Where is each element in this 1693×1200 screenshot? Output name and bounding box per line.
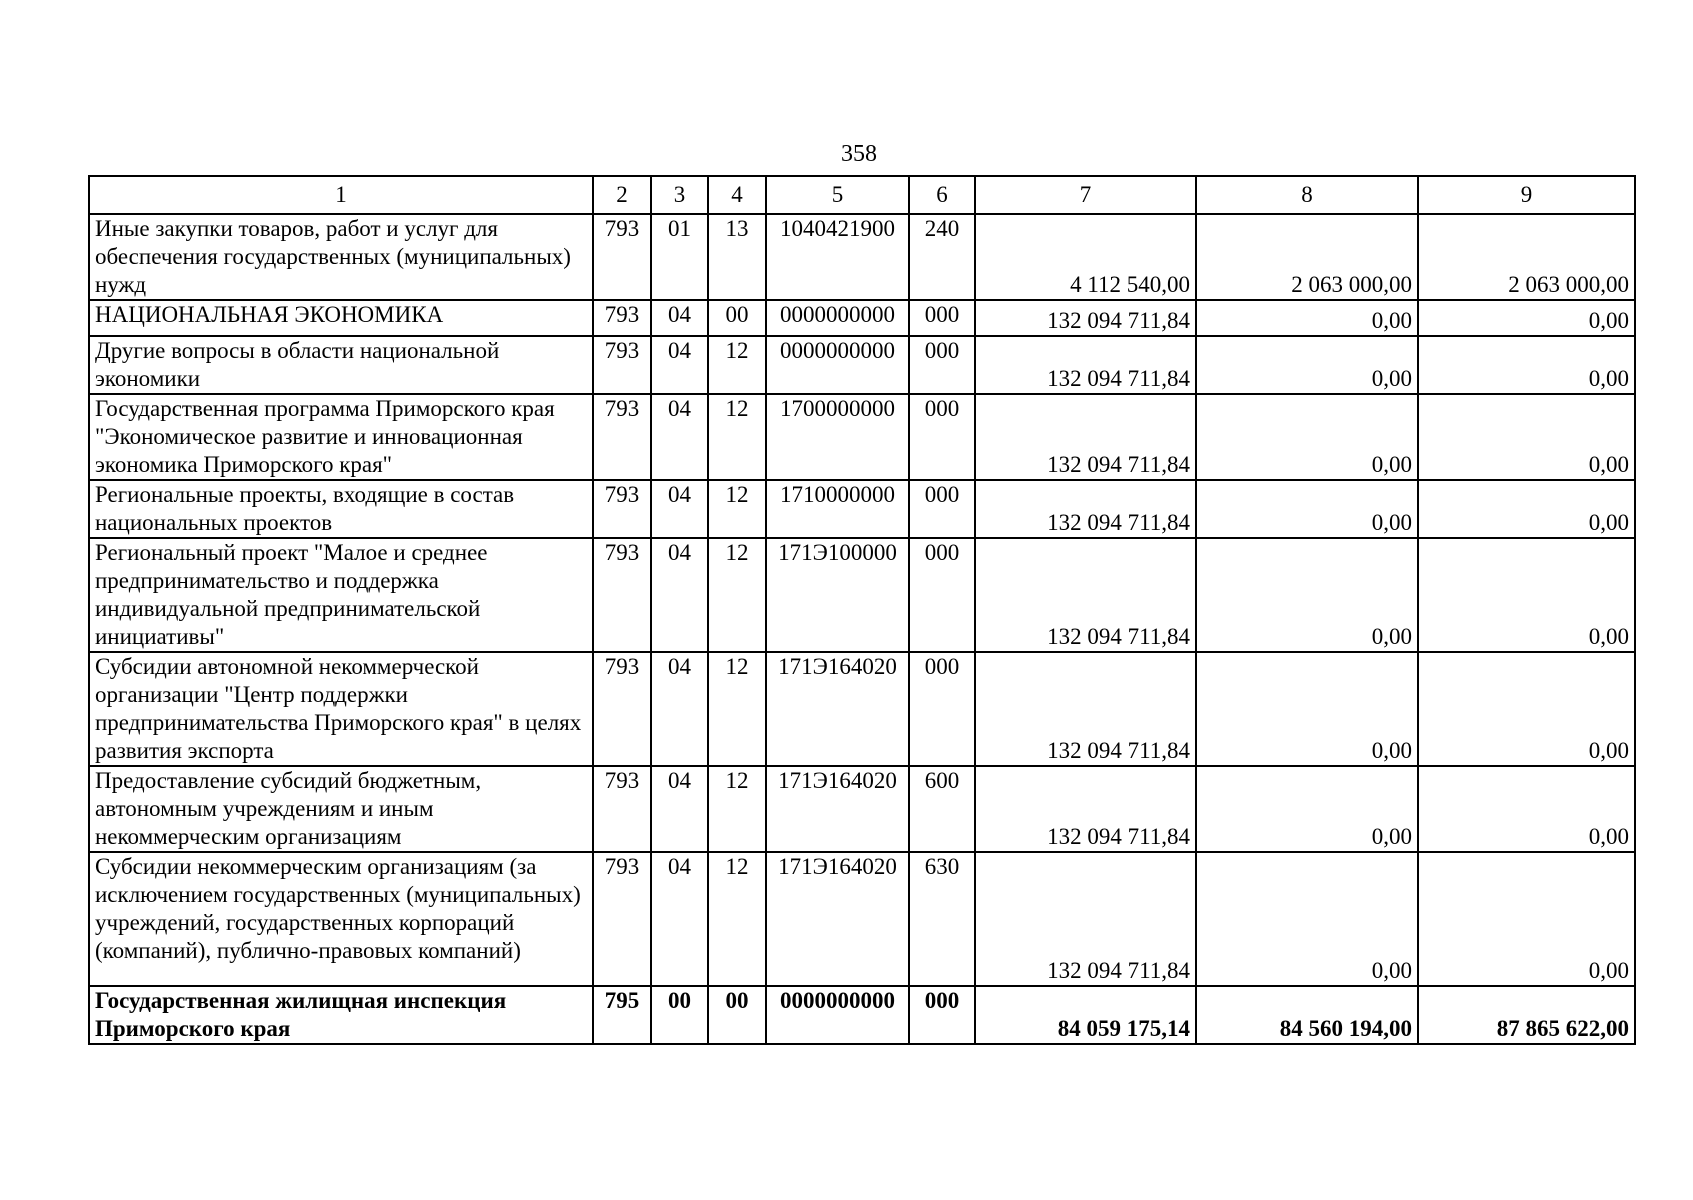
row-amount-8: 0,00 <box>1196 480 1418 538</box>
budget-table <box>88 175 1636 1045</box>
row-code-4: 13 <box>708 214 766 300</box>
row-code-2: 793 <box>593 394 651 480</box>
header-cell: 6 <box>909 176 975 214</box>
row-code-6: 000 <box>909 986 975 1044</box>
row-code-2: 793 <box>593 480 651 538</box>
row-code-2: 793 <box>593 538 651 652</box>
row-code-2: 793 <box>593 852 651 986</box>
row-code-5: 0000000000 <box>766 986 909 1044</box>
row-code-5: 1700000000 <box>766 394 909 480</box>
row-name: Государственная жилищная инспекция Приморского края <box>89 986 593 1044</box>
row-code-2: 793 <box>593 652 651 766</box>
table-row <box>89 538 1635 652</box>
row-name: Государственная программа Приморского края "Экономическое развитие и инновационная экономика Приморского края" <box>89 394 593 480</box>
row-amount-9: 0,00 <box>1418 538 1635 652</box>
header-cell: 4 <box>708 176 766 214</box>
header-cell: 2 <box>593 176 651 214</box>
table-row <box>89 986 1635 1044</box>
row-code-4: 12 <box>708 480 766 538</box>
row-code-6: 000 <box>909 652 975 766</box>
row-amount-9: 0,00 <box>1418 300 1635 336</box>
header-cell: 1 <box>89 176 593 214</box>
row-code-2: 795 <box>593 986 651 1044</box>
row-amount-9: 2 063 000,00 <box>1418 214 1635 300</box>
header-cell: 7 <box>975 176 1196 214</box>
header-cell: 5 <box>766 176 909 214</box>
table-row <box>89 766 1635 852</box>
row-code-5: 171Э164020 <box>766 652 909 766</box>
row-amount-8: 0,00 <box>1196 336 1418 394</box>
row-code-5: 171Э164020 <box>766 852 909 986</box>
row-code-3: 04 <box>651 766 708 852</box>
row-amount-9: 0,00 <box>1418 480 1635 538</box>
page-number: 358 <box>841 141 877 167</box>
row-amount-7: 132 094 711,84 <box>975 394 1196 480</box>
row-amount-8: 0,00 <box>1196 766 1418 852</box>
table-header-row <box>89 176 1635 214</box>
row-code-4: 12 <box>708 538 766 652</box>
row-amount-9: 0,00 <box>1418 652 1635 766</box>
row-code-5: 0000000000 <box>766 300 909 336</box>
row-amount-9: 0,00 <box>1418 394 1635 480</box>
row-code-3: 00 <box>651 986 708 1044</box>
row-amount-9: 0,00 <box>1418 336 1635 394</box>
row-name: Субсидии автономной некоммерческой организации "Центр поддержки предпринимательства Приморского края" в целях развития экспорта <box>89 652 593 766</box>
row-code-3: 04 <box>651 538 708 652</box>
row-code-6: 240 <box>909 214 975 300</box>
row-code-2: 793 <box>593 214 651 300</box>
table-row <box>89 300 1635 336</box>
row-amount-8: 84 560 194,00 <box>1196 986 1418 1044</box>
row-code-2: 793 <box>593 300 651 336</box>
row-code-3: 04 <box>651 336 708 394</box>
row-code-4: 12 <box>708 766 766 852</box>
row-amount-9: 0,00 <box>1418 852 1635 986</box>
header-cell: 3 <box>651 176 708 214</box>
row-name: Другие вопросы в области национальной экономики <box>89 336 593 394</box>
row-code-6: 600 <box>909 766 975 852</box>
row-amount-8: 0,00 <box>1196 300 1418 336</box>
row-code-4: 12 <box>708 336 766 394</box>
row-amount-7: 4 112 540,00 <box>975 214 1196 300</box>
row-code-6: 000 <box>909 480 975 538</box>
row-code-3: 04 <box>651 652 708 766</box>
row-amount-8: 0,00 <box>1196 538 1418 652</box>
row-amount-8: 2 063 000,00 <box>1196 214 1418 300</box>
row-name: Предоставление субсидий бюджетным, автономным учреждениям и иным некоммерческим организациям <box>89 766 593 852</box>
table-row <box>89 652 1635 766</box>
row-code-3: 04 <box>651 852 708 986</box>
row-code-3: 04 <box>651 394 708 480</box>
header-cell: 8 <box>1196 176 1418 214</box>
row-code-3: 04 <box>651 300 708 336</box>
row-amount-9: 0,00 <box>1418 766 1635 852</box>
row-amount-7: 132 094 711,84 <box>975 766 1196 852</box>
table-row <box>89 480 1635 538</box>
row-code-4: 12 <box>708 394 766 480</box>
row-code-5: 171Э164020 <box>766 766 909 852</box>
row-code-6: 000 <box>909 394 975 480</box>
row-code-6: 630 <box>909 852 975 986</box>
row-amount-8: 0,00 <box>1196 394 1418 480</box>
row-code-6: 000 <box>909 538 975 652</box>
row-amount-9: 87 865 622,00 <box>1418 986 1635 1044</box>
row-code-4: 12 <box>708 652 766 766</box>
row-amount-8: 0,00 <box>1196 652 1418 766</box>
row-name: НАЦИОНАЛЬНАЯ ЭКОНОМИКА <box>89 300 593 336</box>
row-code-2: 793 <box>593 336 651 394</box>
table-row <box>89 852 1635 986</box>
row-code-6: 000 <box>909 336 975 394</box>
table-row <box>89 394 1635 480</box>
row-code-3: 01 <box>651 214 708 300</box>
row-name: Субсидии некоммерческим организациям (за исключением государственных (муниципальных) учреждений, государственных корпораций (компаний), публично-правовых компаний) <box>89 852 593 986</box>
row-code-4: 12 <box>708 852 766 986</box>
row-code-5: 1710000000 <box>766 480 909 538</box>
header-cell: 9 <box>1418 176 1635 214</box>
row-code-4: 00 <box>708 986 766 1044</box>
row-amount-8: 0,00 <box>1196 852 1418 986</box>
row-code-6: 000 <box>909 300 975 336</box>
row-code-5: 0000000000 <box>766 336 909 394</box>
row-amount-7: 132 094 711,84 <box>975 538 1196 652</box>
row-amount-7: 132 094 711,84 <box>975 852 1196 986</box>
row-code-4: 00 <box>708 300 766 336</box>
row-amount-7: 84 059 175,14 <box>975 986 1196 1044</box>
row-amount-7: 132 094 711,84 <box>975 652 1196 766</box>
row-name: Региональный проект "Малое и среднее предпринимательство и поддержка индивидуальной предпринимательской инициативы" <box>89 538 593 652</box>
row-code-3: 04 <box>651 480 708 538</box>
row-code-2: 793 <box>593 766 651 852</box>
row-amount-7: 132 094 711,84 <box>975 336 1196 394</box>
table-row <box>89 336 1635 394</box>
row-code-5: 171Э100000 <box>766 538 909 652</box>
row-amount-7: 132 094 711,84 <box>975 480 1196 538</box>
table-row <box>89 214 1635 300</box>
row-amount-7: 132 094 711,84 <box>975 300 1196 336</box>
row-code-5: 1040421900 <box>766 214 909 300</box>
row-name: Региональные проекты, входящие в состав национальных проектов <box>89 480 593 538</box>
row-name: Иные закупки товаров, работ и услуг для обеспечения государственных (муниципальных) нужд <box>89 214 593 300</box>
